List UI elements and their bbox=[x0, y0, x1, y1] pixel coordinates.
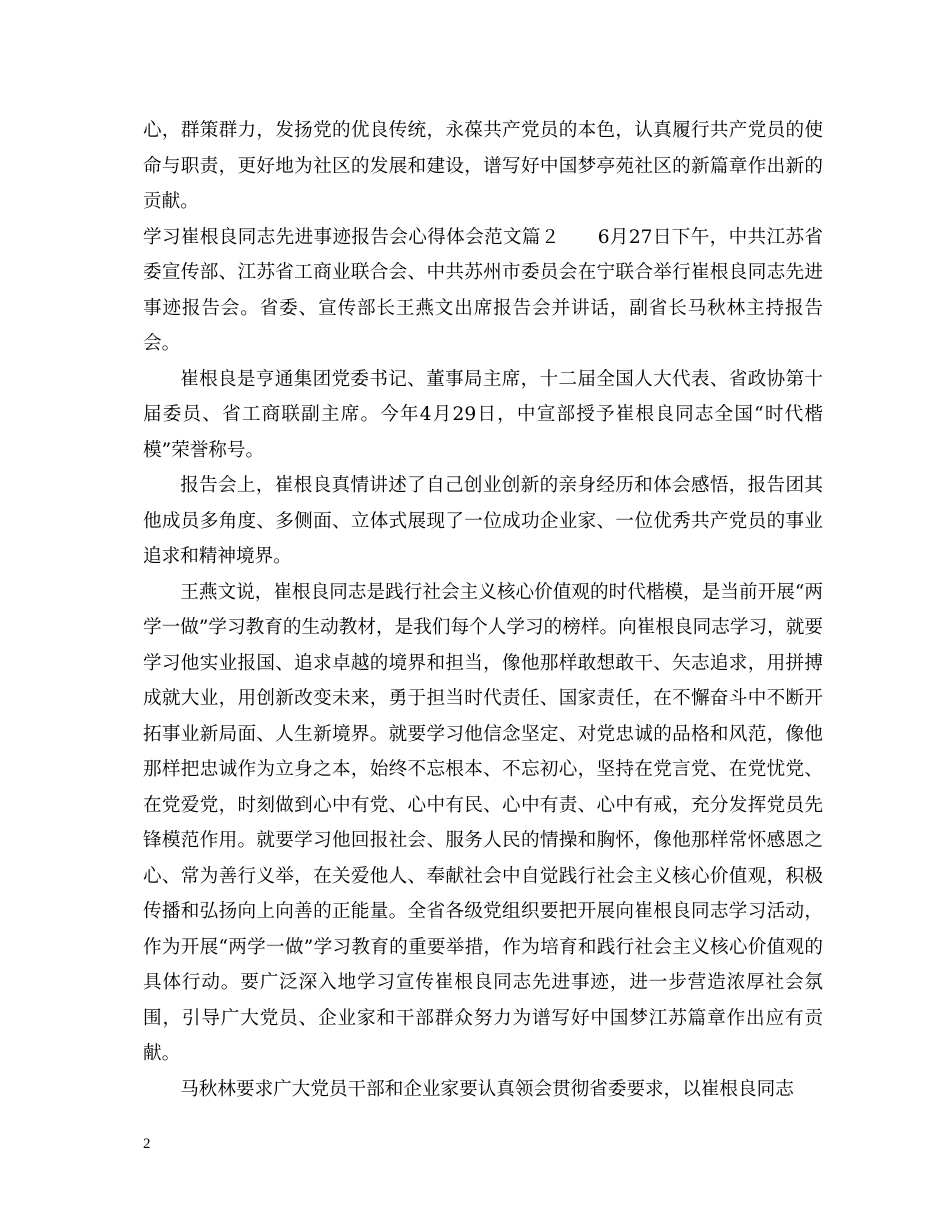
page-number: 2 bbox=[143, 1136, 151, 1152]
paragraph-biography: 崔根良是亨通集团党委书记、董事局主席，十二届全国人大代表、省政协第十届委员、省工商联副主席。今年4月29日，中宣部授予崔根良同志全国“时代楷模”荣誉称号。 bbox=[143, 368, 823, 461]
paragraph-continuation: 心，群策群力，发扬党的优良传统，永葆共产党员的本色，认真履行共产党员的使命与职责，更好地为社区的发展和建设，谱写好中国梦亭苑社区的新篇章作出新的贡献。 bbox=[143, 120, 823, 212]
document-body bbox=[143, 113, 823, 1107]
paragraph-report-meeting: 报告会上，崔根良真情讲述了自己创业创新的亲身经历和体会感悟，报告团其他成员多角度、多侧面、立体式展现了一位成功企业家、一位优秀共产党员的事业追求和精神境界。 bbox=[143, 475, 823, 567]
paragraph-article-heading: 学习崔根良同志先进事迹报告会心得体会范文篇２ 6月27日下午，中共江苏省委宣传部、江苏省工商业联合会、中共苏州市委员会在宁联合举行崔根良同志先进事迹报告会。省委、宣传部长王燕文出席报告会并讲话，副省长马秋林主持报告会。 bbox=[143, 226, 823, 354]
paragraph-wang-yanwen-speech: 王燕文说，崔根良同志是践行社会主义核心价值观的时代楷模，是当前开展“两学一做”学习教育的生动教材，是我们每个人学习的榜样。向崔根良同志学习，就要学习他实业报国、追求卓越的境界和担当，像他那样敢想敢干、矢志追求，用拼搏成就大业，用创新改变未来，勇于担当时代责任、国家责任，在不懈奋斗中不断开拓事业新局面、人生新境界。就要学习他信念坚定、对党忠诚的品格和风范，像他那样把忠诚作为立身之本，始终不忘根本、不忘初心，坚持在党言党、在党忧党、在党爱党，时刻做到心中有党、心中有民、心中有责、心中有戒，充分发挥党员先锋模范作用。就要学习他回报社会、服务人民的情操和胸怀，像他那样常怀感恩之心、常为善行义举，在关爱他人、奉献社会中自觉践行社会主义核心价值观，积极传播和弘扬向上向善的正能量。全省各级党组织要把开展向崔根良同志学习活动，作为开展“两学一做”学习教育的重要举措，作为培育和践行社会主义核心价值观的具体行动。要广泛深入地学习宣传崔根良同志先进事迹，进一步营造浓厚社会氛围，引导广大党员、企业家和干部群众努力为谱写好中国梦江苏篇章作出应有贡献。 bbox=[143, 581, 823, 1064]
paragraph-ma-qiulin: 马秋林要求广大党员干部和企业家要认真领会贯彻省委要求，以崔根良同志 bbox=[180, 1078, 794, 1100]
